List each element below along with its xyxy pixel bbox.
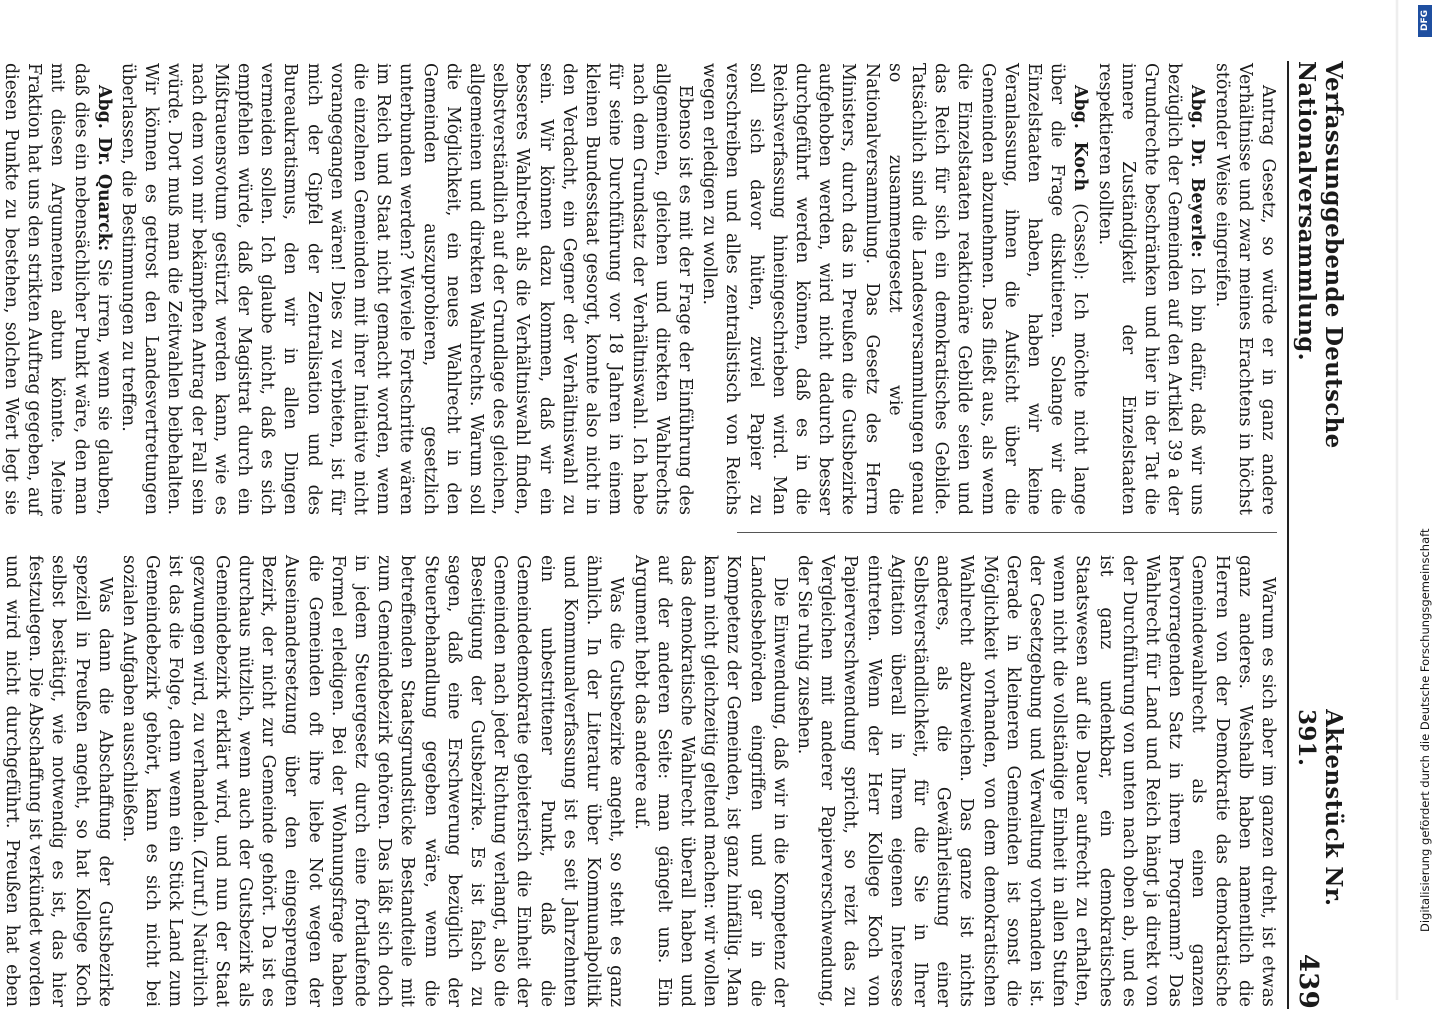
- paragraph-text: Antrag Gesetz, so würde er in ganz andere Verhältnisse und zwar meines Erachtens in höchst störender Weise eingreifen.: [1211, 63, 1278, 515]
- paragraph-text: Ebenso ist es mit der Frage der Einführung des allgemeinen, gleichen und direkten Wahlrechts nach dem Grundsatz der Verhältniswahl. Ich habe für seine Durchführung vor 18 Jahren in einem kleinen Bundesstaat gesorgt, konnte also nicht in den Verdacht, ein Gegner der Verhältniswahl zu sein. Wir können dazu kommen, daß wir ein besseres Wahlrecht als die Verhältniswahl finden, selbstverständlich auf der Grundlage des gleichen, allgemeinen und direkten Wahlrechts. Warum soll die Möglichkeit, ein neues Wahlrecht in den Gemeinden auszuprobieren, gesetzlich unterbunden werden? Wieviele Fortschritte wären im Reich und Staat nicht gemacht worden, wenn die einzelnen Gemeinden mit ihrer Initiative nicht vorangegangen wären! Dies zu verbieten, ist für mich der Gipfel der Zentralisation und des Bureaukratismus, den wir in allen Dingen vermeiden sollen. Ich glaube nicht, daß es sich empfehlen würde, daß der Magistrat durch ein Mißtrauensvotum gestürzt werden kann, wie es nach dem von mir bekämpften Antrag der Fall sein würde. Dort muß man die Zeitwahlen beibehalten. Wir können es getrost den Landesvertretungen überlassen, die Bestimmungen zu treffen.: [118, 63, 695, 515]
- credit-text: Digitalisierung gefördert durch die Deutsche Forschungsgemeinschaft: [1418, 528, 1432, 932]
- rotated-page-content: [1, 55, 1347, 1015]
- right-text-column: [2, 555, 1279, 1007]
- column-divider: [737, 532, 1277, 533]
- paragraph-text: (Cassel): Ich möchte nicht lange über die Frage diskutieren. Solange wir die Einzelstaaten haben, haben wir keine Veranlassung, ihnen die Aufsicht über die Gemeinden abzunehmen. Das fließt aus, als wenn die Einzelstaaten reaktionäre Gebilde seien und das Reich für sich ein demokratisches Gebilde. Tatsächlich sind die Landesversammlungen genau so zusammengesetzt wie die Nationalversammlung. Das Gesetz des Herrn Ministers, durch das in Preußen die Gutsbezirke aufgehoben werden, wird nicht dadurch besser durchgeführt werden können, daß es in die Reichsverfassung hineingeschrieben wird. Man soll sich davor hüten, zuviel Papier zu verschreiben und alles zentralistisch von Reichs wegen erledigen zu wollen.: [699, 63, 1091, 515]
- header-title: Verfassunggebende Deutsche Nationalversammlung.: [1293, 61, 1347, 449]
- paragraph-text: Die Einwendung, daß wir in die Kompetenz der Landesbehörden eingriffen und gar in die Kompetenz der Gemeinden, ist ganz hinfällig. Man kann nicht gleichzeitig geltend machen: wir wollen das demokratische Wahlrecht überall haben und auf der anderen Seite: man gängelt uns. Ein Argument hebt das andere auf.: [630, 555, 790, 1007]
- page-edge-shadow: [1395, 0, 1399, 1000]
- paragraph-text: Was dann die Abschaffung der Gutsbezirke speziell in Preußen angeht, so hat Kollege Koch selbst bestätigt, wie notwendig es ist, das hier festzulegen. Die Abschaffung ist verkündet worden und wird nicht durchgeführt. Preußen hat eben: [2, 555, 115, 1007]
- page-number: 439: [1293, 953, 1323, 1009]
- digitization-credit: [1418, 12, 1432, 932]
- dfg-logo: DFG: [1418, 5, 1432, 37]
- paragraph: [697, 63, 1091, 515]
- speaker-name: Abg. Dr. Quarck:: [93, 85, 114, 252]
- paragraph: [628, 555, 790, 1007]
- speaker-name: Abg. Koch: [1070, 85, 1091, 192]
- page-header: [1287, 61, 1347, 1009]
- paragraph-text: Ich bin dafür, daß wir uns bezüglich der Gemeinden auf den Artikel 39 a der Grundrechte beschränken und hier in der Tat die innere Zuständigkeit der Einzelstaaten respektieren sollten.: [1094, 63, 1208, 515]
- left-text-column: [1, 63, 1279, 516]
- paragraph: [117, 555, 627, 1007]
- paragraph-text: Warum es sich aber im ganzen dreht, ist etwas ganz anderes. Weshalb haben namentlich die Herren von der Demokratie das demokratische Gemeindewahlrecht als einen ganzen hervorragenden Satz in ihrem Programm? Das Wahlrecht für Land und Reich hängt ja direkt von der Durchführung von unten nach oben ab, und es ist ganz undenkbar, ein demokratisches Staatswesen auf die Dauer aufrecht zu erhalten, wenn nicht die vollständige Einheit in allen Stufen der Gesetzgebung und Verwaltung vorhanden ist. Gerade in kleineren Gemeinden ist sonst die Möglichkeit vorhanden, von dem demokratischen Wahlrecht abzuweichen. Das ganze ist nichts anderes, als die Gewährleistung einer Selbstverständlichkeit, für die Sie in Ihrer Agitation überall in Ihrem eigenen Interesse eintreten. Wenn der Herr Kollege Koch von Papierverschwendung spricht, so reizt das zu Vergleichen mit anderer Papierverschwendung, der Sie ruhig zusehen.: [793, 555, 1278, 1007]
- paragraph: [1209, 63, 1279, 515]
- paragraph: [0, 63, 115, 515]
- paragraph-text: Was die Gutsbezirke angeht, so steht es ganz ähnlich. In der Literatur über Kommunalpolitik und Kommunalverfassung ist es seit Jahrzehnten ein unbestrittener Punkt, daß die Gemeindedemokratie gebieterisch die Einheit der Gemeinden nach jeder Richtung verlangt, also die Beseitigung der Gutsbezirke. Es ist falsch zu sagen, daß eine Erschwerung bezüglich der Steuerbehandlung gegeben wäre, wenn die betreffenden Staatsgrundstücke Bestandteile mit zum Gemeindebezirk gehören. Das läßt sich doch in jedem Steuergesetz durch eine fortlaufende Formel erledigen. Bei der Wohnungsfrage haben die Gemeinden oft ihre liebe Not wegen der Auseinandersetzung über den eingesprengten Bezirk, der nicht zur Gemeinde gehört. Da ist es durchaus nützlich, wenn auch der Gutsbezirk als Gemeindebezirk erklärt wird, und nun der Staat gezwungen wird, zu verhandeln. (Zuruf.) Natürlich ist das die Folge, denn wenn ein Stück Land zum Gemeindebezirk gehört, kann es sich nicht bei sozialen Aufgaben ausschließen.: [119, 555, 627, 1007]
- header-document-number: Aktenstück Nr. 391.: [1293, 709, 1347, 907]
- paragraph: [792, 555, 1279, 1007]
- paragraph-text: Sie irren, wenn sie glauben, daß dies ein nebensächlicher Punkt wäre, den man mit diesen Argumenten abtun könnte. Meine Fraktion hat uns den strikten Auftrag gegeben, auf diesen Punkte zu bestehen, solchen Wert legt sie: [1, 63, 114, 516]
- paragraph: [1092, 63, 1208, 515]
- paragraph: [0, 555, 116, 1007]
- speaker-name: Abg. Dr. Beyerle:: [1187, 85, 1208, 258]
- paragraph: [116, 63, 696, 515]
